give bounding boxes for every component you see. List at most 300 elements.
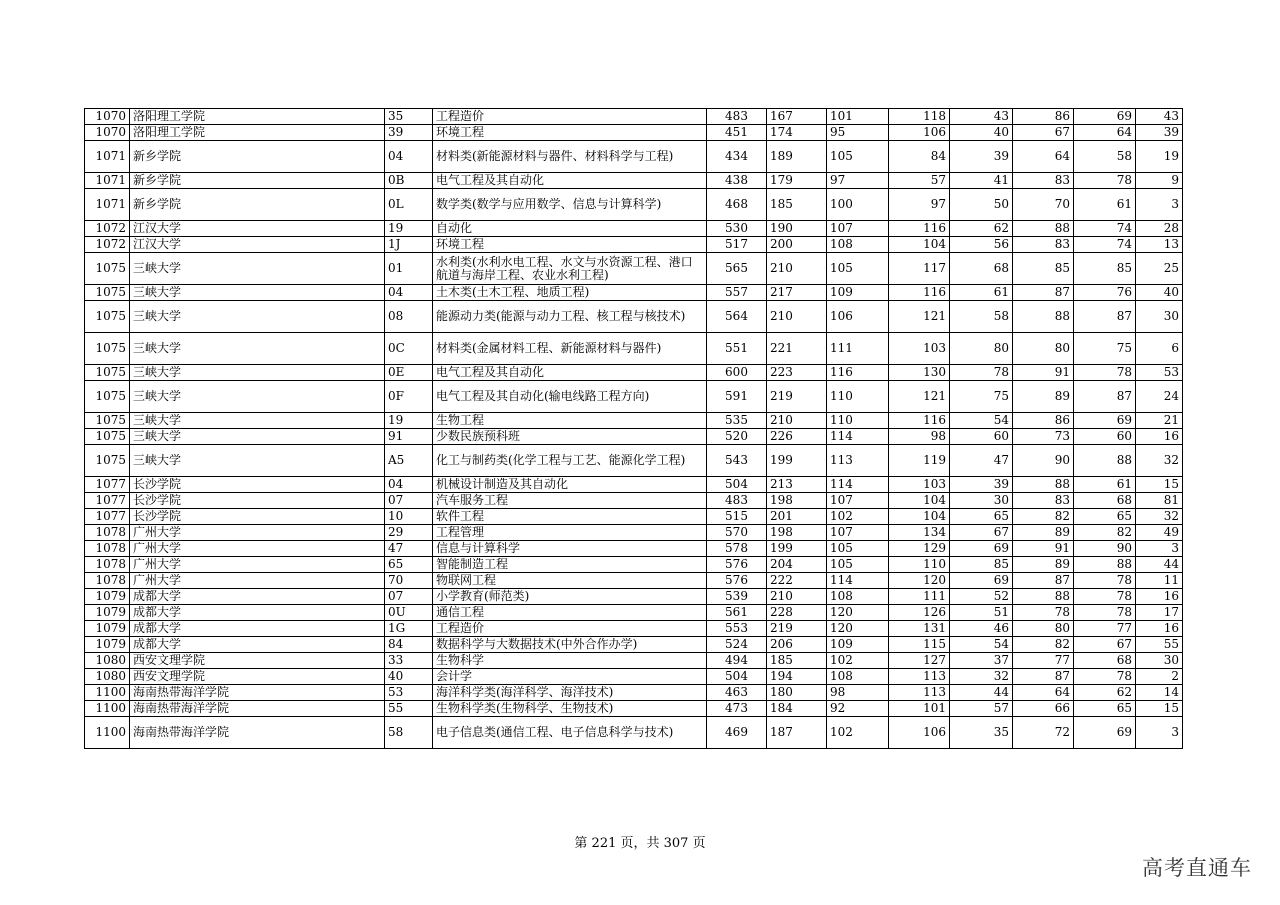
score-col2-cell: 210 (767, 253, 827, 285)
score-col6-cell: 90 (1013, 445, 1074, 477)
score-col3-cell: 105 (827, 141, 889, 173)
score-col5-cell: 30 (950, 493, 1013, 509)
school-name-cell: 广州大学 (130, 557, 385, 573)
major-name-cell: 化工与制药类(化学工程与工艺、能源化学工程) (433, 445, 707, 477)
score-col3-cell: 105 (827, 541, 889, 557)
school-code-cell: 1071 (85, 189, 130, 221)
score-col6-cell: 82 (1013, 637, 1074, 653)
major-code-cell: 39 (385, 125, 433, 141)
score-col8-cell: 81 (1136, 493, 1183, 509)
score-col7-cell: 69 (1074, 413, 1136, 429)
major-code-cell: 0F (385, 381, 433, 413)
score-col3-cell: 107 (827, 525, 889, 541)
score-col3-cell: 107 (827, 221, 889, 237)
school-name-cell: 成都大学 (130, 621, 385, 637)
score-col7-cell: 77 (1074, 621, 1136, 637)
major-name-cell: 生物科学 (433, 653, 707, 669)
score-col4-cell: 101 (889, 701, 950, 717)
school-code-cell: 1075 (85, 429, 130, 445)
admission-score-table (84, 108, 1183, 749)
score-col4-cell: 116 (889, 413, 950, 429)
score-col2-cell: 228 (767, 605, 827, 621)
major-code-cell: 58 (385, 717, 433, 749)
score-col5-cell: 39 (950, 477, 1013, 493)
score-col2-cell: 167 (767, 109, 827, 125)
school-name-cell: 新乡学院 (130, 141, 385, 173)
score-col2-cell: 189 (767, 141, 827, 173)
school-name-cell: 三峡大学 (130, 381, 385, 413)
score-col8-cell: 49 (1136, 525, 1183, 541)
score-col6-cell: 72 (1013, 717, 1074, 749)
major-code-cell: 0C (385, 333, 433, 365)
school-code-cell: 1100 (85, 701, 130, 717)
score-col6-cell: 91 (1013, 541, 1074, 557)
score-col8-cell: 25 (1136, 253, 1183, 285)
score-col4-cell: 104 (889, 493, 950, 509)
table-row (85, 285, 1183, 301)
score-col4-cell: 111 (889, 589, 950, 605)
major-code-cell: 10 (385, 509, 433, 525)
major-name-cell: 电子信息类(通信工程、电子信息科学与技术) (433, 717, 707, 749)
major-name-cell: 少数民族预科班 (433, 429, 707, 445)
score-col8-cell: 32 (1136, 509, 1183, 525)
score-col5-cell: 43 (950, 109, 1013, 125)
table-row (85, 493, 1183, 509)
score-col4-cell: 115 (889, 637, 950, 653)
score-col7-cell: 58 (1074, 141, 1136, 173)
score-col8-cell: 30 (1136, 301, 1183, 333)
score-col8-cell: 28 (1136, 221, 1183, 237)
school-name-cell: 长沙学院 (130, 493, 385, 509)
score-col5-cell: 39 (950, 141, 1013, 173)
major-code-cell: 04 (385, 477, 433, 493)
major-code-cell: 04 (385, 285, 433, 301)
score-col6-cell: 73 (1013, 429, 1074, 445)
major-name-cell: 自动化 (433, 221, 707, 237)
score-col5-cell: 80 (950, 333, 1013, 365)
major-code-cell: 35 (385, 109, 433, 125)
score-col3-cell: 111 (827, 333, 889, 365)
school-code-cell: 1077 (85, 477, 130, 493)
score-col6-cell: 87 (1013, 669, 1074, 685)
table-row (85, 669, 1183, 685)
score-total-cell: 591 (707, 381, 767, 413)
school-code-cell: 1079 (85, 621, 130, 637)
score-col4-cell: 126 (889, 605, 950, 621)
major-name-cell: 土木类(土木工程、地质工程) (433, 285, 707, 301)
school-code-cell: 1075 (85, 285, 130, 301)
score-col3-cell: 106 (827, 301, 889, 333)
score-col2-cell: 226 (767, 429, 827, 445)
major-name-cell: 软件工程 (433, 509, 707, 525)
major-code-cell: 29 (385, 525, 433, 541)
score-col7-cell: 88 (1074, 445, 1136, 477)
score-total-cell: 570 (707, 525, 767, 541)
score-col2-cell: 221 (767, 333, 827, 365)
school-name-cell: 海南热带海洋学院 (130, 717, 385, 749)
table-row (85, 637, 1183, 653)
school-code-cell: 1070 (85, 125, 130, 141)
score-col2-cell: 174 (767, 125, 827, 141)
school-name-cell: 新乡学院 (130, 189, 385, 221)
major-code-cell: 07 (385, 493, 433, 509)
score-col8-cell: 43 (1136, 109, 1183, 125)
score-total-cell: 451 (707, 125, 767, 141)
school-name-cell: 广州大学 (130, 541, 385, 557)
score-col8-cell: 21 (1136, 413, 1183, 429)
score-col8-cell: 53 (1136, 365, 1183, 381)
school-name-cell: 三峡大学 (130, 429, 385, 445)
score-total-cell: 565 (707, 253, 767, 285)
score-col5-cell: 62 (950, 221, 1013, 237)
score-col6-cell: 86 (1013, 413, 1074, 429)
score-col2-cell: 185 (767, 189, 827, 221)
school-name-cell: 洛阳理工学院 (130, 125, 385, 141)
school-name-cell: 海南热带海洋学院 (130, 685, 385, 701)
score-col5-cell: 51 (950, 605, 1013, 621)
major-name-cell: 工程造价 (433, 621, 707, 637)
score-col6-cell: 85 (1013, 253, 1074, 285)
school-code-cell: 1077 (85, 493, 130, 509)
table-row (85, 701, 1183, 717)
score-col4-cell: 106 (889, 717, 950, 749)
school-name-cell: 海南热带海洋学院 (130, 701, 385, 717)
score-col6-cell: 80 (1013, 333, 1074, 365)
score-col5-cell: 67 (950, 525, 1013, 541)
major-name-cell: 信息与计算科学 (433, 541, 707, 557)
table-row (85, 301, 1183, 333)
school-code-cell: 1077 (85, 509, 130, 525)
score-total-cell: 553 (707, 621, 767, 637)
score-col3-cell: 114 (827, 477, 889, 493)
score-col6-cell: 83 (1013, 173, 1074, 189)
score-col3-cell: 113 (827, 445, 889, 477)
table-row (85, 413, 1183, 429)
score-col2-cell: 206 (767, 637, 827, 653)
score-col7-cell: 78 (1074, 589, 1136, 605)
school-name-cell: 广州大学 (130, 573, 385, 589)
school-code-cell: 1100 (85, 717, 130, 749)
score-col6-cell: 91 (1013, 365, 1074, 381)
score-total-cell: 434 (707, 141, 767, 173)
major-code-cell: 19 (385, 221, 433, 237)
score-col5-cell: 85 (950, 557, 1013, 573)
score-col2-cell: 204 (767, 557, 827, 573)
school-code-cell: 1100 (85, 685, 130, 701)
major-code-cell: 08 (385, 301, 433, 333)
score-col3-cell: 120 (827, 621, 889, 637)
score-col2-cell: 179 (767, 173, 827, 189)
score-col5-cell: 46 (950, 621, 1013, 637)
major-code-cell: 1G (385, 621, 433, 637)
school-name-cell: 长沙学院 (130, 477, 385, 493)
score-col4-cell: 118 (889, 109, 950, 125)
major-code-cell: 84 (385, 637, 433, 653)
score-col5-cell: 75 (950, 381, 1013, 413)
score-col8-cell: 15 (1136, 701, 1183, 717)
table-row (85, 429, 1183, 445)
score-col7-cell: 78 (1074, 573, 1136, 589)
school-name-cell: 成都大学 (130, 605, 385, 621)
major-name-cell: 数据科学与大数据技术(中外合作办学) (433, 637, 707, 653)
school-name-cell: 三峡大学 (130, 301, 385, 333)
score-col8-cell: 15 (1136, 477, 1183, 493)
score-col4-cell: 121 (889, 381, 950, 413)
score-total-cell: 600 (707, 365, 767, 381)
major-code-cell: 47 (385, 541, 433, 557)
school-code-cell: 1071 (85, 173, 130, 189)
score-col4-cell: 127 (889, 653, 950, 669)
score-total-cell: 530 (707, 221, 767, 237)
major-code-cell: 33 (385, 653, 433, 669)
score-col3-cell: 105 (827, 253, 889, 285)
major-code-cell: 53 (385, 685, 433, 701)
school-code-cell: 1072 (85, 237, 130, 253)
score-col6-cell: 89 (1013, 381, 1074, 413)
school-name-cell: 西安文理学院 (130, 669, 385, 685)
score-col2-cell: 219 (767, 381, 827, 413)
table-row (85, 189, 1183, 221)
table-row (85, 477, 1183, 493)
table-row (85, 605, 1183, 621)
major-name-cell: 电气工程及其自动化(输电线路工程方向) (433, 381, 707, 413)
score-col7-cell: 68 (1074, 493, 1136, 509)
score-total-cell: 520 (707, 429, 767, 445)
score-col5-cell: 58 (950, 301, 1013, 333)
score-col2-cell: 222 (767, 573, 827, 589)
school-name-cell: 洛阳理工学院 (130, 109, 385, 125)
school-code-cell: 1071 (85, 141, 130, 173)
table-row (85, 717, 1183, 749)
score-col2-cell: 219 (767, 621, 827, 637)
score-col7-cell: 62 (1074, 685, 1136, 701)
score-col4-cell: 103 (889, 477, 950, 493)
score-total-cell: 494 (707, 653, 767, 669)
score-col8-cell: 3 (1136, 717, 1183, 749)
score-total-cell: 483 (707, 109, 767, 125)
score-col3-cell: 110 (827, 413, 889, 429)
score-col4-cell: 103 (889, 333, 950, 365)
score-total-cell: 524 (707, 637, 767, 653)
table-row (85, 221, 1183, 237)
score-col2-cell: 201 (767, 509, 827, 525)
score-col6-cell: 86 (1013, 109, 1074, 125)
score-total-cell: 438 (707, 173, 767, 189)
score-col3-cell: 102 (827, 717, 889, 749)
score-col8-cell: 32 (1136, 445, 1183, 477)
major-name-cell: 水利类(水利水电工程、水文与水资源工程、港口航道与海岸工程、农业水利工程) (433, 253, 707, 285)
school-name-cell: 三峡大学 (130, 253, 385, 285)
score-col8-cell: 16 (1136, 621, 1183, 637)
school-code-cell: 1078 (85, 557, 130, 573)
major-name-cell: 能源动力类(能源与动力工程、核工程与核技术) (433, 301, 707, 333)
score-col8-cell: 3 (1136, 541, 1183, 557)
score-col3-cell: 108 (827, 589, 889, 605)
table-row (85, 125, 1183, 141)
score-col3-cell: 107 (827, 493, 889, 509)
score-col2-cell: 185 (767, 653, 827, 669)
score-total-cell: 473 (707, 701, 767, 717)
score-col2-cell: 210 (767, 589, 827, 605)
school-code-cell: 1078 (85, 541, 130, 557)
major-code-cell: 04 (385, 141, 433, 173)
major-code-cell: 0U (385, 605, 433, 621)
score-total-cell: 557 (707, 285, 767, 301)
table-row (85, 109, 1183, 125)
watermark-logo-text: 高考直通车 (1142, 856, 1252, 880)
score-col7-cell: 69 (1074, 109, 1136, 125)
score-col2-cell: 217 (767, 285, 827, 301)
score-col7-cell: 64 (1074, 125, 1136, 141)
score-col8-cell: 6 (1136, 333, 1183, 365)
table-row (85, 365, 1183, 381)
school-code-cell: 1079 (85, 605, 130, 621)
score-col7-cell: 74 (1074, 221, 1136, 237)
table-row (85, 653, 1183, 669)
score-col2-cell: 198 (767, 493, 827, 509)
score-col3-cell: 110 (827, 381, 889, 413)
table-row (85, 445, 1183, 477)
table-row (85, 173, 1183, 189)
score-col6-cell: 67 (1013, 125, 1074, 141)
score-col7-cell: 69 (1074, 717, 1136, 749)
score-col3-cell: 109 (827, 637, 889, 653)
score-col4-cell: 116 (889, 285, 950, 301)
major-name-cell: 汽车服务工程 (433, 493, 707, 509)
score-col2-cell: 199 (767, 541, 827, 557)
score-col3-cell: 101 (827, 109, 889, 125)
page-number: 第 221 页，共 307 页 (574, 836, 706, 851)
score-col8-cell: 40 (1136, 285, 1183, 301)
score-total-cell: 543 (707, 445, 767, 477)
score-col4-cell: 121 (889, 301, 950, 333)
major-code-cell: 55 (385, 701, 433, 717)
score-col5-cell: 78 (950, 365, 1013, 381)
score-col8-cell: 14 (1136, 685, 1183, 701)
score-col4-cell: 119 (889, 445, 950, 477)
score-col4-cell: 110 (889, 557, 950, 573)
score-col2-cell: 190 (767, 221, 827, 237)
score-col5-cell: 40 (950, 125, 1013, 141)
score-col4-cell: 117 (889, 253, 950, 285)
school-code-cell: 1075 (85, 381, 130, 413)
major-code-cell: A5 (385, 445, 433, 477)
score-col3-cell: 95 (827, 125, 889, 141)
score-col8-cell: 24 (1136, 381, 1183, 413)
major-code-cell: 91 (385, 429, 433, 445)
table-row (85, 557, 1183, 573)
score-col5-cell: 65 (950, 509, 1013, 525)
score-col3-cell: 102 (827, 509, 889, 525)
score-col5-cell: 54 (950, 637, 1013, 653)
major-name-cell: 通信工程 (433, 605, 707, 621)
score-col6-cell: 82 (1013, 509, 1074, 525)
school-code-cell: 1075 (85, 413, 130, 429)
school-code-cell: 1075 (85, 445, 130, 477)
score-col6-cell: 64 (1013, 685, 1074, 701)
score-col2-cell: 199 (767, 445, 827, 477)
major-name-cell: 物联网工程 (433, 573, 707, 589)
school-code-cell: 1078 (85, 525, 130, 541)
score-col5-cell: 35 (950, 717, 1013, 749)
score-col8-cell: 3 (1136, 189, 1183, 221)
score-col4-cell: 130 (889, 365, 950, 381)
score-col5-cell: 47 (950, 445, 1013, 477)
score-col7-cell: 78 (1074, 365, 1136, 381)
score-col3-cell: 98 (827, 685, 889, 701)
score-col3-cell: 102 (827, 653, 889, 669)
school-name-cell: 长沙学院 (130, 509, 385, 525)
school-code-cell: 1075 (85, 253, 130, 285)
table-row (85, 381, 1183, 413)
school-code-cell: 1078 (85, 573, 130, 589)
score-total-cell: 539 (707, 589, 767, 605)
school-name-cell: 三峡大学 (130, 333, 385, 365)
major-code-cell: 01 (385, 253, 433, 285)
score-col4-cell: 104 (889, 509, 950, 525)
major-name-cell: 环境工程 (433, 237, 707, 253)
major-code-cell: 0E (385, 365, 433, 381)
score-col3-cell: 100 (827, 189, 889, 221)
table-row (85, 237, 1183, 253)
score-col2-cell: 180 (767, 685, 827, 701)
table-row (85, 541, 1183, 557)
score-total-cell: 578 (707, 541, 767, 557)
table-row (85, 589, 1183, 605)
score-total-cell: 576 (707, 573, 767, 589)
score-col8-cell: 11 (1136, 573, 1183, 589)
school-name-cell: 成都大学 (130, 637, 385, 653)
score-total-cell: 561 (707, 605, 767, 621)
score-col4-cell: 98 (889, 429, 950, 445)
school-name-cell: 西安文理学院 (130, 653, 385, 669)
score-total-cell: 468 (707, 189, 767, 221)
major-name-cell: 环境工程 (433, 125, 707, 141)
score-col8-cell: 9 (1136, 173, 1183, 189)
score-col8-cell: 16 (1136, 429, 1183, 445)
school-code-cell: 1075 (85, 301, 130, 333)
score-col4-cell: 129 (889, 541, 950, 557)
score-col2-cell: 210 (767, 301, 827, 333)
score-col5-cell: 54 (950, 413, 1013, 429)
school-name-cell: 新乡学院 (130, 173, 385, 189)
major-name-cell: 智能制造工程 (433, 557, 707, 573)
school-name-cell: 广州大学 (130, 525, 385, 541)
school-name-cell: 三峡大学 (130, 285, 385, 301)
score-col5-cell: 41 (950, 173, 1013, 189)
score-total-cell: 535 (707, 413, 767, 429)
major-code-cell: 70 (385, 573, 433, 589)
score-col7-cell: 61 (1074, 189, 1136, 221)
major-name-cell: 工程造价 (433, 109, 707, 125)
major-name-cell: 工程管理 (433, 525, 707, 541)
table-row (85, 253, 1183, 285)
score-col4-cell: 116 (889, 221, 950, 237)
major-code-cell: 19 (385, 413, 433, 429)
score-col8-cell: 17 (1136, 605, 1183, 621)
score-col3-cell: 105 (827, 557, 889, 573)
score-total-cell: 515 (707, 509, 767, 525)
score-total-cell: 504 (707, 669, 767, 685)
score-col8-cell: 44 (1136, 557, 1183, 573)
score-col7-cell: 78 (1074, 669, 1136, 685)
score-col3-cell: 114 (827, 429, 889, 445)
score-col7-cell: 87 (1074, 301, 1136, 333)
score-col2-cell: 198 (767, 525, 827, 541)
score-col3-cell: 109 (827, 285, 889, 301)
score-col2-cell: 200 (767, 237, 827, 253)
score-col6-cell: 87 (1013, 285, 1074, 301)
